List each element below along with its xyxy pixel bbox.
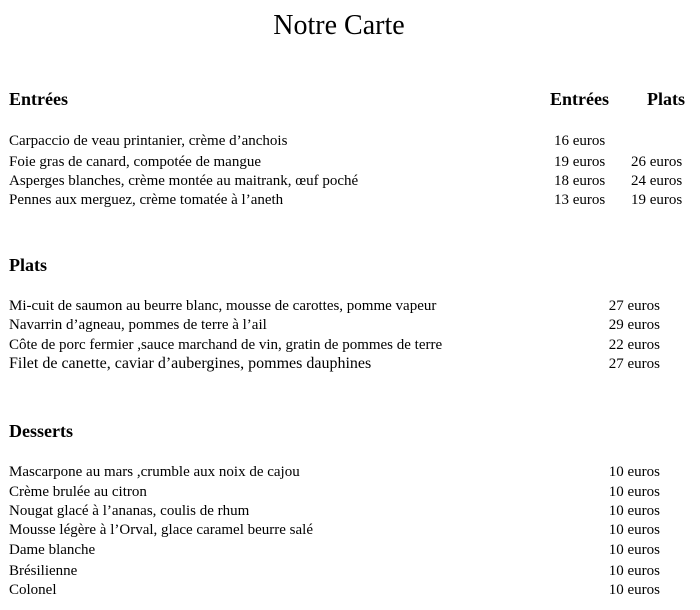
menu-item (0, 296, 700, 316)
menu-item (0, 501, 700, 521)
menu-item (0, 580, 700, 600)
dish-name: Colonel (9, 582, 57, 598)
section-heading-plats: Plats (9, 255, 47, 275)
dish-name: Foie gras de canard, compotée de mangue (9, 154, 261, 170)
price: 27 euros (608, 298, 660, 314)
menu-item (0, 482, 700, 502)
menu-item (0, 561, 700, 581)
price: 10 euros (608, 563, 660, 579)
page-title: Notre Carte (273, 10, 405, 41)
menu-item (0, 315, 700, 335)
price-plat: 26 euros (631, 154, 683, 170)
price: 10 euros (608, 582, 660, 598)
menu-item (0, 152, 700, 172)
menu-item (0, 540, 700, 560)
dish-name: Pennes aux merguez, crème tomatée à l’aneth (9, 192, 284, 208)
dish-name: Côte de porc fermier ,sauce marchand de vin, gratin de pommes de terre (9, 337, 443, 353)
menu-item (0, 171, 700, 191)
price: 10 euros (608, 542, 660, 558)
menu-item (0, 520, 700, 540)
price-plat: 24 euros (631, 173, 683, 189)
price: 27 euros (608, 356, 660, 372)
dish-name: Nougat glacé à l’ananas, coulis de rhum (9, 503, 250, 519)
price-entree: 13 euros (554, 192, 606, 208)
price: 29 euros (608, 317, 660, 333)
column-heading-entree: Entrées (550, 89, 609, 109)
price-plat: 19 euros (631, 192, 683, 208)
price: 10 euros (608, 522, 660, 538)
dish-name: Asperges blanches, crème montée au maitrank, œuf poché (9, 173, 359, 189)
price: 10 euros (608, 464, 660, 480)
dish-name: Navarrin d’agneau, pommes de terre à l’ail (9, 317, 267, 333)
menu-item (0, 335, 700, 355)
dish-name: Crème brulée au citron (9, 484, 147, 500)
dish-name: Brésilienne (9, 563, 78, 579)
dish-name: Mi-cuit de saumon au beurre blanc, mousse de carottes, pomme vapeur (9, 298, 437, 314)
dish-name: Dame blanche (9, 542, 96, 558)
section-heading-entrees: Entrées (9, 89, 68, 109)
dish-name: Mousse légère à l’Orval, glace caramel beurre salé (9, 522, 314, 538)
menu-item (0, 190, 700, 210)
menu-item (0, 131, 700, 151)
price-entree: 19 euros (554, 154, 606, 170)
price: 10 euros (608, 503, 660, 519)
price-entree: 16 euros (554, 133, 606, 149)
price-entree: 18 euros (554, 173, 606, 189)
dish-name: Carpaccio de veau printanier, crème d’anchois (9, 133, 288, 149)
dish-name: Mascarpone au mars ,crumble aux noix de cajou (9, 464, 300, 480)
dish-name: Filet de canette, caviar d’aubergines, pommes dauphines (9, 355, 372, 372)
column-heading-plat: Plats (647, 89, 685, 109)
section-heading-desserts: Desserts (9, 421, 73, 441)
price: 10 euros (608, 484, 660, 500)
menu-item (0, 354, 700, 374)
price: 22 euros (608, 337, 660, 353)
menu-item (0, 462, 700, 482)
